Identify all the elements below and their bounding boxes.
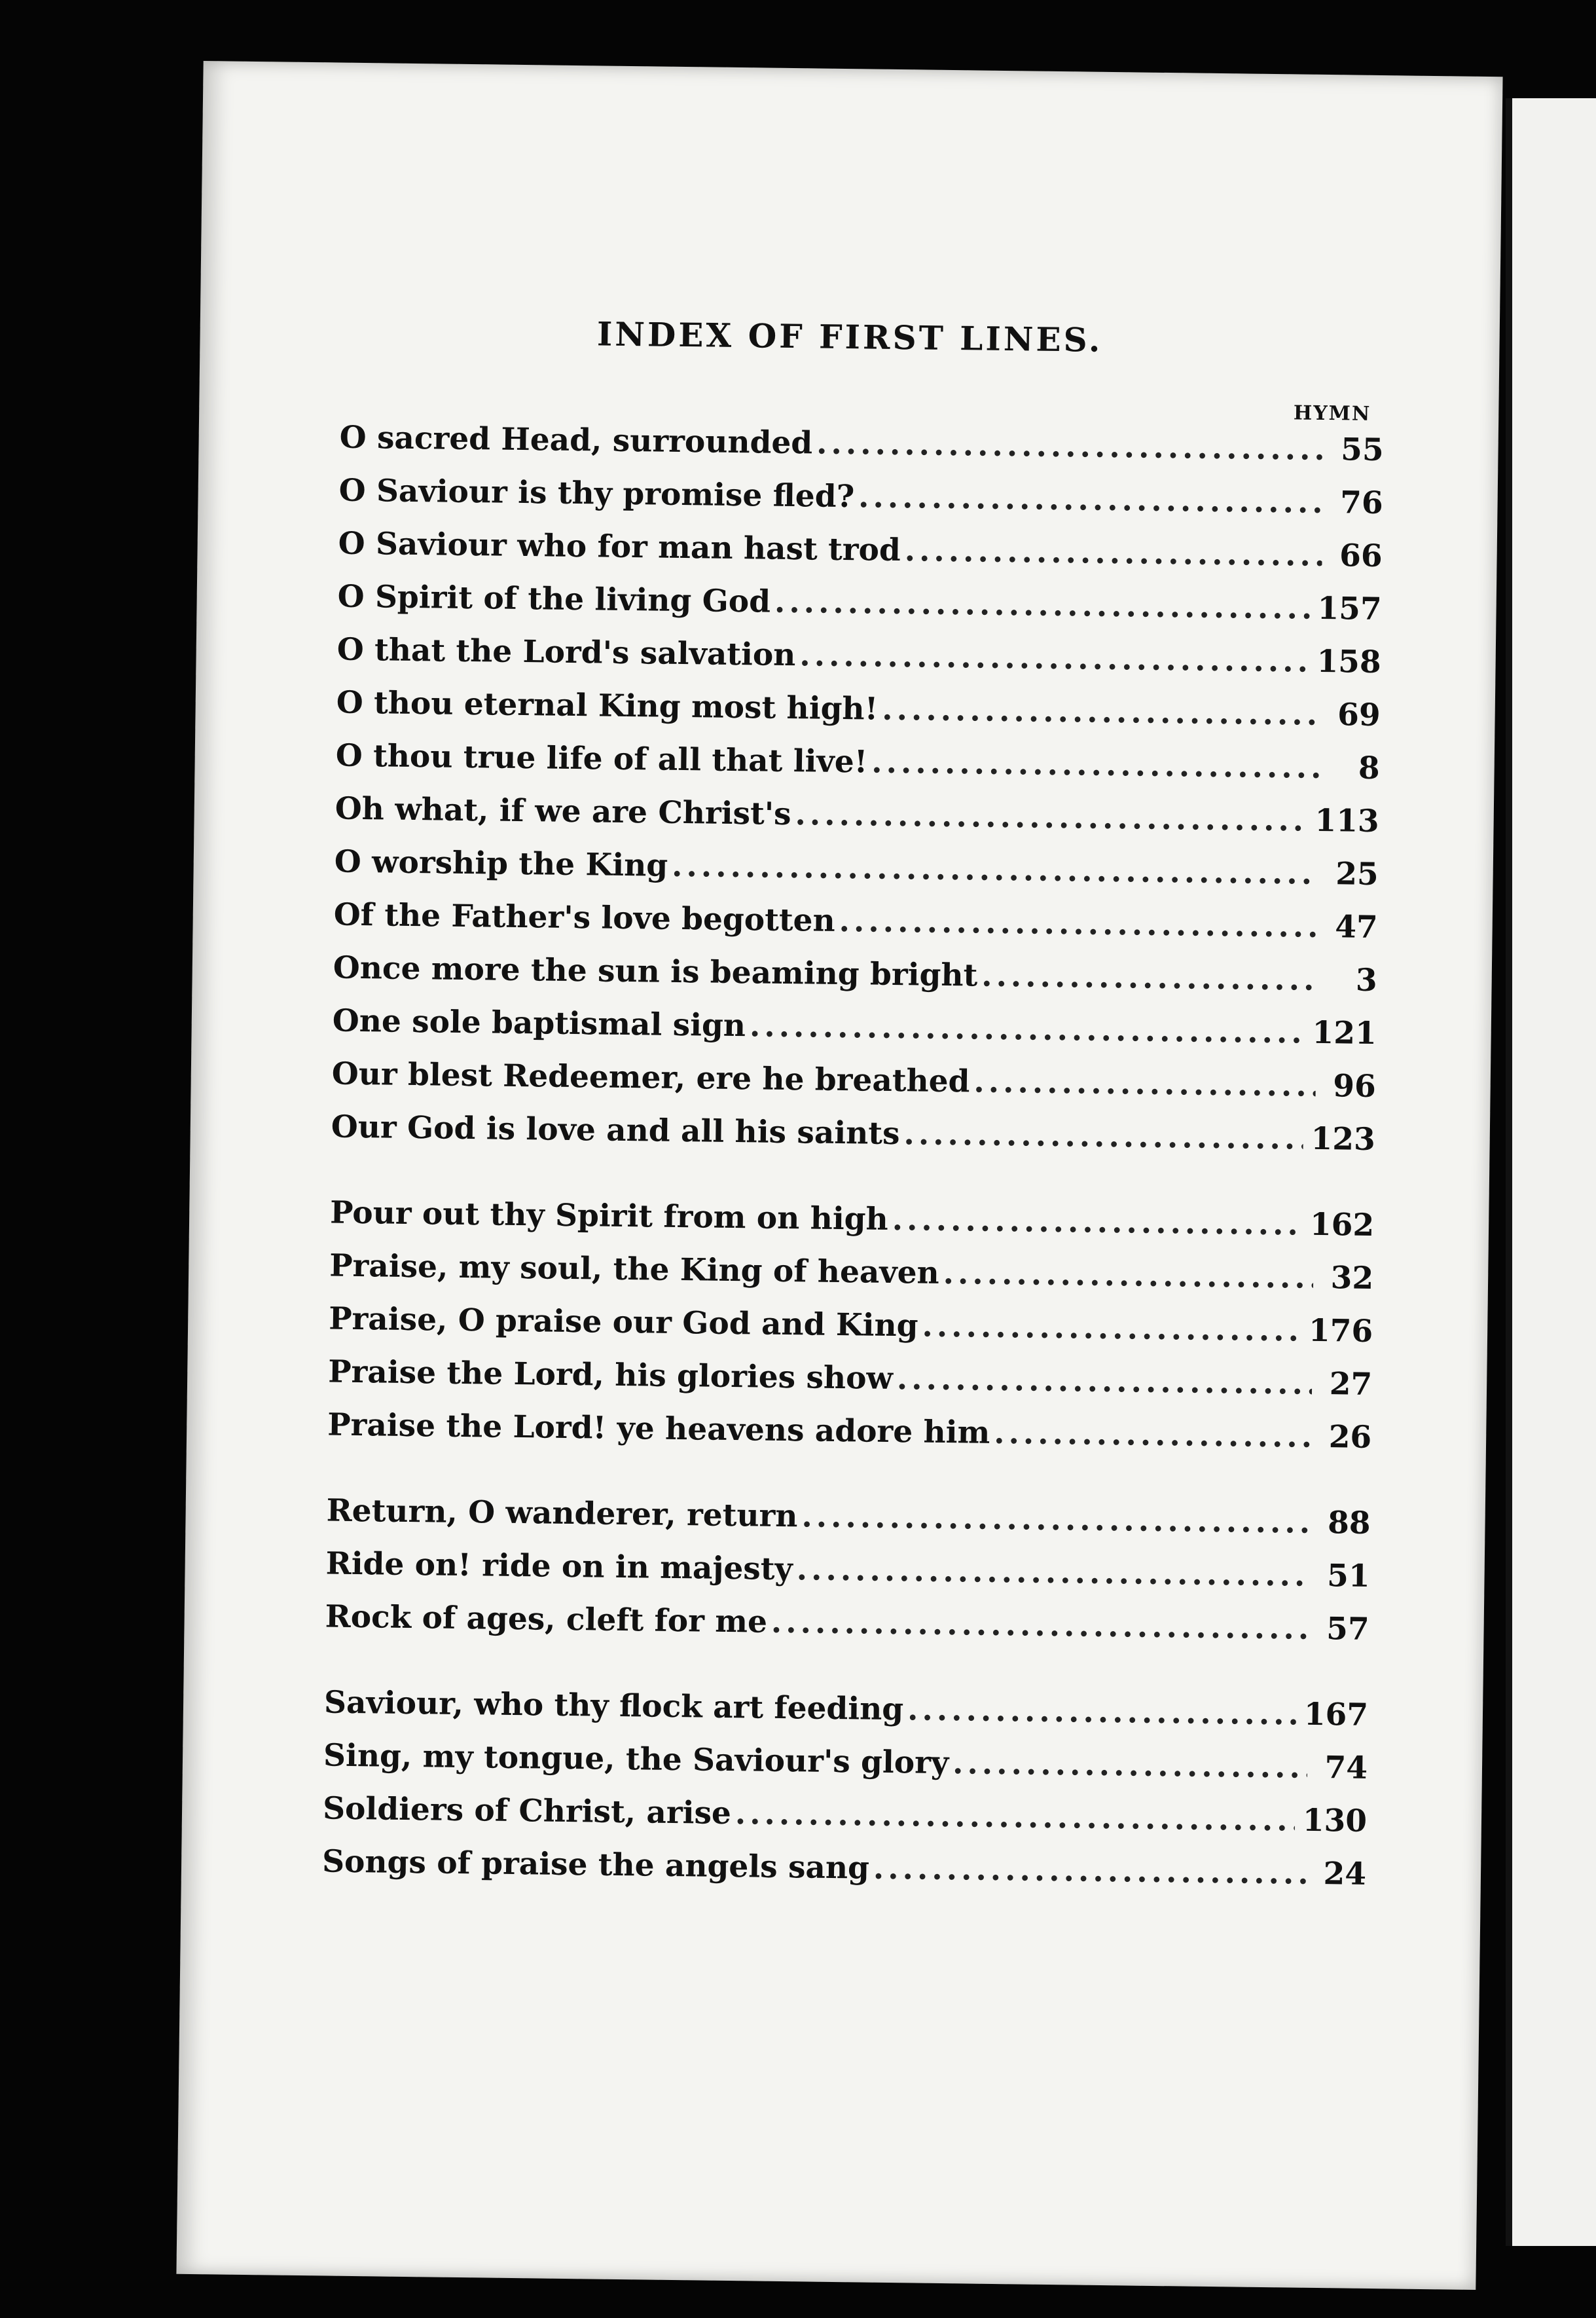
hymn-number: 55 <box>1340 432 1384 469</box>
hymn-number: 32 <box>1330 1260 1374 1297</box>
first-line-text: O Spirit of the living God <box>337 578 771 620</box>
hymn-number: 176 <box>1308 1312 1373 1350</box>
hymn-number: 88 <box>1327 1505 1371 1541</box>
page-title: INDEX OF FIRST LINES. <box>596 314 1103 359</box>
first-line-text: O sacred Head, surrounded <box>339 419 813 462</box>
dot-leader <box>981 958 1317 998</box>
dot-leader <box>907 1691 1296 1732</box>
dot-leader <box>882 691 1320 733</box>
hymn-number: 158 <box>1316 643 1381 681</box>
dot-leader <box>904 532 1322 574</box>
first-line-text: Songs of praise the angels sang <box>321 1843 870 1886</box>
dot-leader <box>735 1795 1296 1838</box>
dot-leader <box>771 1604 1309 1647</box>
dot-leader <box>858 479 1323 521</box>
hymn-number: 24 <box>1323 1856 1367 1892</box>
first-line-text: O thou eternal King most high! <box>336 684 879 727</box>
first-line-text: Praise the Lord! ye heavens adore him <box>327 1407 990 1451</box>
dot-leader <box>795 796 1307 839</box>
hymn-number: 74 <box>1324 1750 1368 1786</box>
hymn-number: 47 <box>1334 909 1379 946</box>
hymn-number: 76 <box>1339 485 1383 522</box>
first-line-text: Oh what, if we are Christ's <box>335 790 791 833</box>
first-line-text: O thou true life of all that live! <box>335 737 868 781</box>
hymn-number: 57 <box>1326 1611 1369 1647</box>
dot-leader <box>799 637 1309 680</box>
hymn-number: 3 <box>1355 962 1378 999</box>
dot-leader <box>943 1255 1313 1296</box>
hymn-number: 27 <box>1329 1366 1373 1403</box>
first-line-text: O worship the King <box>334 843 668 884</box>
dot-leader <box>816 425 1324 467</box>
first-line-text: Praise, my soul, the King of heaven <box>329 1247 940 1291</box>
first-line-text: Sing, my tongue, the Saviour's glory <box>323 1737 949 1782</box>
first-line-text: Soldiers of Christ, arise <box>322 1790 732 1832</box>
first-line-text: Rock of ages, cleft for me <box>325 1598 768 1640</box>
hymn-number: 162 <box>1309 1206 1375 1243</box>
hymn-number: 66 <box>1339 538 1383 575</box>
dot-leader <box>873 1850 1307 1892</box>
dot-leader <box>750 1008 1305 1050</box>
dot-leader <box>897 1361 1313 1402</box>
first-line-text: O that the Lord's salvation <box>336 631 796 674</box>
hymn-number: 123 <box>1311 1120 1376 1158</box>
dot-leader <box>952 1745 1307 1786</box>
dot-leader <box>672 848 1318 892</box>
hymn-number: 26 <box>1328 1419 1372 1456</box>
first-line-text: O Saviour who for man hast trod <box>338 525 901 569</box>
first-line-text: One sole baptismal sign <box>332 1003 746 1044</box>
first-line-text: Return, O wanderer, return <box>326 1492 798 1535</box>
hymn-number: 121 <box>1312 1014 1377 1052</box>
first-line-text: Praise the Lord, his glories show <box>327 1353 894 1397</box>
first-line-text: Pour out thy Spirit from on high <box>329 1194 889 1238</box>
dot-leader <box>922 1308 1301 1349</box>
hymn-number: 113 <box>1315 802 1380 840</box>
dot-leader <box>871 745 1320 786</box>
dot-leader <box>892 1202 1302 1243</box>
hymn-number: 51 <box>1326 1558 1370 1594</box>
hymn-number: 167 <box>1303 1696 1369 1733</box>
first-line-text: Our blest Redeemer, ere he breathed <box>331 1056 970 1100</box>
dot-leader <box>839 903 1318 945</box>
first-line-text: Ride on! ride on in majesty <box>325 1545 793 1588</box>
hymn-number: 130 <box>1302 1802 1368 1839</box>
first-lines-index <box>321 420 1383 1909</box>
first-line-text: Praise, O praise our God and King <box>328 1300 918 1344</box>
first-line-text: Saviour, who thy flock art feeding <box>323 1684 904 1728</box>
first-line-text: Of the Father's love begotten <box>333 896 836 939</box>
hymn-number: 96 <box>1332 1068 1377 1105</box>
adjacent-page <box>1506 98 1596 2246</box>
hymn-number: 25 <box>1335 856 1379 893</box>
dot-leader <box>801 1498 1311 1540</box>
dot-leader <box>774 584 1310 627</box>
hymn-number: 157 <box>1317 590 1382 628</box>
dot-leader <box>994 1415 1312 1455</box>
hymn-number: 69 <box>1337 697 1381 734</box>
book-page <box>176 61 1502 2290</box>
dot-leader <box>796 1551 1309 1594</box>
hymn-number: 8 <box>1358 750 1380 787</box>
hymn-column-header: HYMN <box>1293 401 1371 426</box>
dot-leader <box>903 1116 1303 1156</box>
first-line-text: Once more the sun is beaming bright <box>333 949 978 994</box>
dot-leader <box>973 1063 1316 1103</box>
first-line-text: O Saviour is thy promise fled? <box>338 472 855 515</box>
first-line-text: Our God is love and all his saints <box>331 1109 900 1152</box>
